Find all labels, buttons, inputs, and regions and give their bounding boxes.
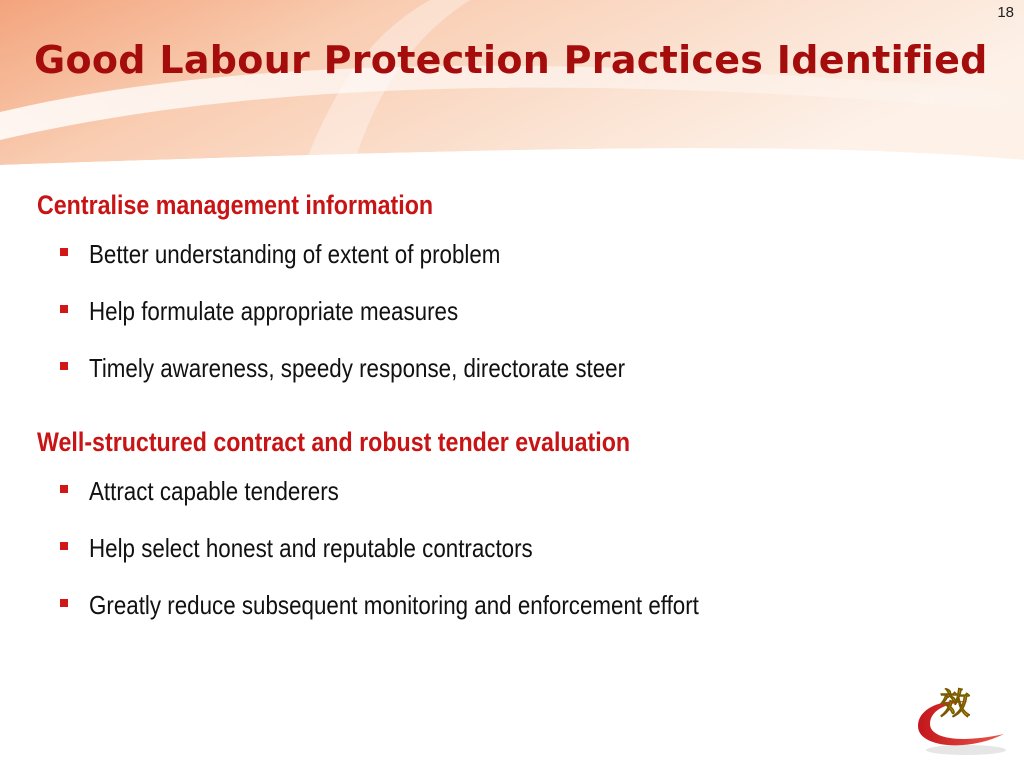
bullet-item: [37, 296, 997, 353]
square-bullet-icon: [60, 599, 68, 607]
bullet-list: [37, 476, 997, 647]
logo-glyph: 效: [940, 687, 970, 722]
bullet-text: Better understanding of extent of problem: [89, 239, 501, 269]
square-bullet-icon: [60, 248, 68, 256]
bullet-text: Help formulate appropriate measures: [89, 296, 459, 326]
header-band: [0, 0, 1024, 175]
bullet-item: [37, 476, 997, 533]
efficiency-logo: [908, 676, 1012, 760]
bullet-item: [37, 533, 997, 590]
section-centralise-management: [37, 190, 997, 410]
bullet-text: Attract capable tenderers: [89, 476, 339, 506]
section-heading: Well-structured contract and robust tender evaluation: [37, 427, 631, 457]
slide-title: Good Labour Protection Practices Identified: [34, 38, 988, 82]
section-heading: Centralise management information: [37, 190, 434, 220]
bullet-item: [37, 590, 997, 647]
bullet-item: [37, 239, 997, 296]
logo-shadow: [926, 745, 1006, 755]
section-contract-tender: [37, 427, 997, 647]
bullet-text: Timely awareness, speedy response, directorate steer: [89, 353, 626, 383]
bullet-item: [37, 353, 997, 410]
square-bullet-icon: [60, 305, 68, 313]
square-bullet-icon: [60, 485, 68, 493]
bullet-text: Help select honest and reputable contractors: [89, 533, 533, 563]
bullet-list: [37, 239, 997, 410]
page-number: 18: [997, 4, 1014, 21]
square-bullet-icon: [60, 542, 68, 550]
bullet-text: Greatly reduce subsequent monitoring and enforcement effort: [89, 590, 699, 620]
square-bullet-icon: [60, 362, 68, 370]
